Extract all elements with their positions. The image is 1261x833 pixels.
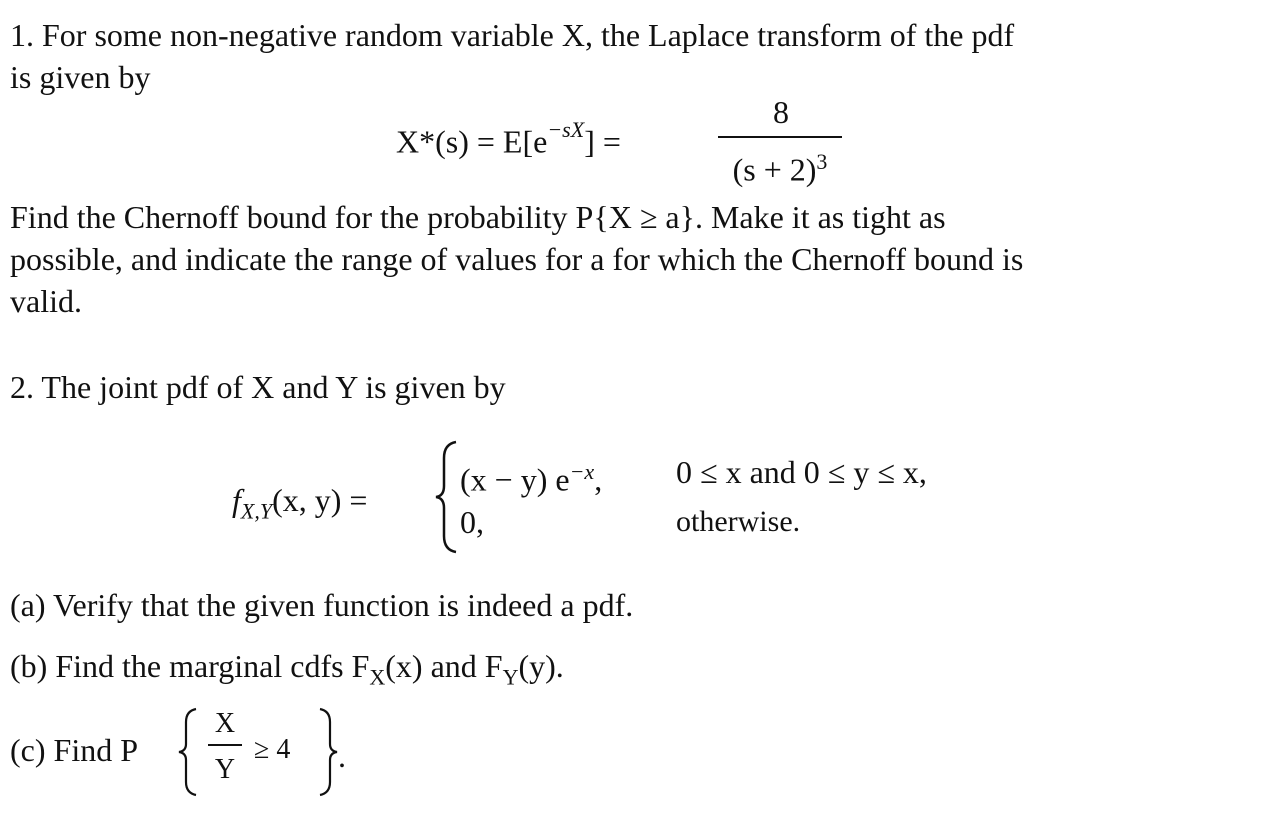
problem1-line2: is given by <box>10 59 151 95</box>
joint-pdf-args: (x, y) = <box>272 482 368 518</box>
laplace-close: ] = <box>584 123 621 160</box>
laplace-fraction-bar <box>718 136 842 138</box>
case2-condition: otherwise. <box>676 505 801 538</box>
case1-expression <box>460 452 602 500</box>
part-b-sub-x: X <box>369 664 386 690</box>
laplace-lhs: X*(s) = E[e <box>396 123 548 160</box>
problem1-text1: Find the Chernoff bound for the probability P{X ≥ a}. Make it as tight as <box>10 199 946 235</box>
case1-comma: , <box>594 461 603 498</box>
part-c-period: . <box>338 738 346 774</box>
joint-pdf-subscript: X,Y <box>240 498 273 524</box>
laplace-denominator <box>718 142 842 190</box>
laplace-exponent: −sX <box>547 117 585 142</box>
part-b-sub-y: Y <box>502 664 519 690</box>
left-brace <box>432 438 462 556</box>
case1-exponent: −x <box>569 459 595 484</box>
part-b <box>10 646 564 697</box>
laplace-den-power: 3 <box>816 149 828 174</box>
part-c-prefix: (c) Find P <box>10 732 138 768</box>
laplace-den-base: (s + 2) <box>732 151 817 188</box>
part-c-left-brace <box>176 706 202 798</box>
part-c-relation: ≥ 4 <box>254 734 291 765</box>
laplace-equation <box>396 114 621 162</box>
part-c-fraction-bar <box>208 744 242 746</box>
part-a: (a) Verify that the given function is indeed a pdf. <box>10 587 634 623</box>
case2-expression: 0, <box>460 504 484 540</box>
problem2-intro: 2. The joint pdf of X and Y is given by <box>10 369 506 405</box>
part-c-right-brace <box>314 706 340 798</box>
problem1-text3: valid. <box>10 283 82 319</box>
case1-expr-text: (x − y) e <box>460 461 570 498</box>
part-b-text3: (y). <box>518 648 564 684</box>
part-c-denominator: Y <box>214 754 236 785</box>
part-b-text1: (b) Find the marginal cdfs F <box>10 648 370 684</box>
part-c-numerator: X <box>214 708 236 739</box>
part-b-text2: (x) and F <box>385 648 503 684</box>
problem1-line1: 1. For some non-negative random variable X, the Laplace transform of the pdf <box>10 17 1015 53</box>
joint-pdf-f: f <box>232 482 241 518</box>
joint-pdf-lhs <box>232 480 367 531</box>
problem1-text2: possible, and indicate the range of values for a for which the Chernoff bound is <box>10 241 1024 277</box>
laplace-numerator: 8 <box>773 94 789 130</box>
case1-condition: 0 ≤ x and 0 ≤ y ≤ x, <box>676 454 927 490</box>
